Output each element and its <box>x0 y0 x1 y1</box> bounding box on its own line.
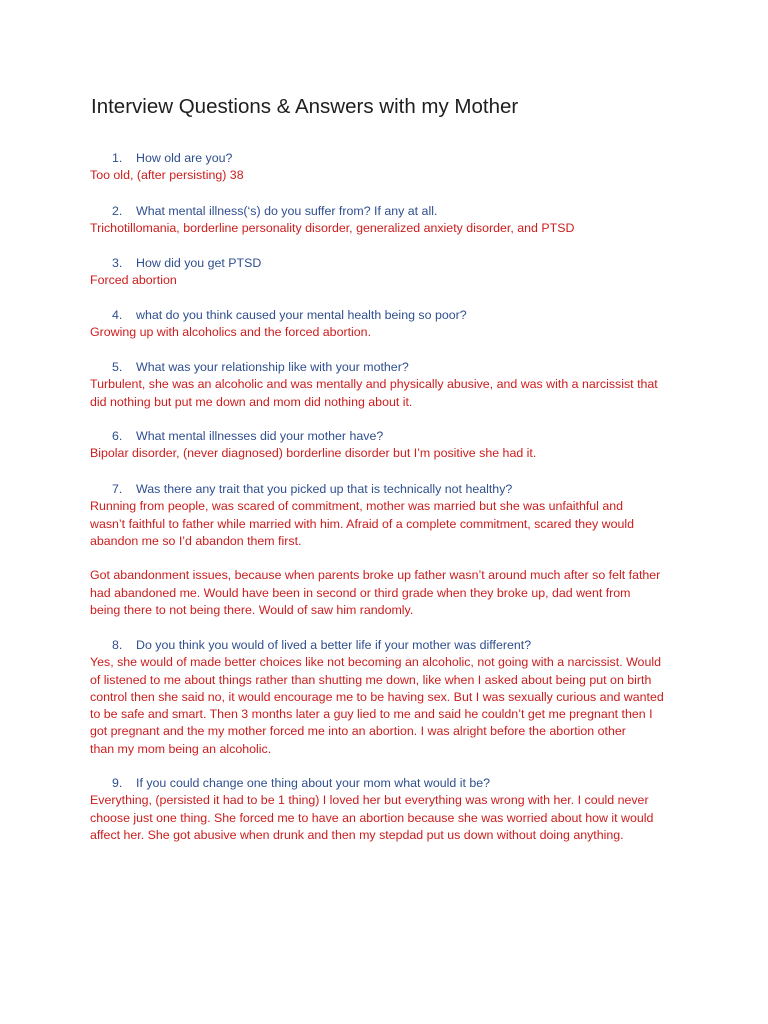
qa-item <box>90 150 690 185</box>
answer-line: choose just one thing. She forced me to have an abortion because she was worried about how it would <box>90 810 654 825</box>
answer-line: Turbulent, she was an alcoholic and was mentally and physically abusive, and was with a narcissist that <box>90 377 658 392</box>
question-text: Do you think you would of lived a better life if your mother was different? <box>136 638 532 652</box>
answer-line: had abandoned me. Would have been in second or third grade when they broke up, dad went from <box>90 585 631 600</box>
answer-line: being there to not being there. Would of saw him randomly. <box>90 603 414 618</box>
question <box>90 428 690 445</box>
answer <box>90 220 690 237</box>
question-number: 8. <box>112 638 123 652</box>
answer-line: control then she said no, it would encourage me to be having sex. But I was sexually curious and wanted <box>90 689 664 704</box>
answer-line: to be safe and smart. Then 3 months later a guy lied to me and said he couldn’t get me pregnant then I <box>90 707 653 722</box>
question-text: If you could change one thing about your mom what would it be? <box>136 776 491 790</box>
answer-line: Got abandonment issues, because when parents broke up father wasn’t around much after so felt father <box>90 568 661 583</box>
qa-item <box>90 307 690 342</box>
answer-line: Everything, (persisted it had to be 1 thing) I loved her but everything was wrong with her. I could never <box>90 793 649 808</box>
answer <box>90 498 690 619</box>
qa-item <box>90 255 690 290</box>
answer <box>90 272 690 289</box>
question <box>90 637 690 654</box>
answer <box>90 376 690 411</box>
answer-line: Trichotillomania, borderline personality disorder, generalized anxiety disorder, and PTSD <box>90 221 575 236</box>
question-text: How did you get PTSD <box>136 256 262 270</box>
document-title: Interview Questions & Answers with my Mother <box>91 95 519 118</box>
qa-item <box>90 637 690 758</box>
answer-line: Growing up with alcoholics and the forced abortion. <box>90 325 372 340</box>
question-text: What mental illness(‘s) do you suffer from? If any at all. <box>136 204 438 218</box>
question-number: 4. <box>112 308 123 322</box>
question-text: How old are you? <box>136 151 233 165</box>
answer-line: than my mom being an alcoholic. <box>90 741 272 756</box>
question-number: 6. <box>112 429 123 443</box>
paragraph-gap <box>90 550 690 567</box>
answer-line: of listened to me about things rather than shutting me down, like when I asked about being put on birth <box>90 672 652 687</box>
answer-line: Yes, she would of made better choices like not becoming an alcoholic, not going with a narcissist. Would <box>90 655 661 670</box>
question-text: what do you think caused your mental health being so poor? <box>136 308 467 322</box>
question-text: What was your relationship like with your mother? <box>136 360 409 374</box>
question-text: What mental illnesses did your mother have? <box>136 429 384 443</box>
qa-item <box>90 203 690 238</box>
answer <box>90 792 690 844</box>
question-text: Was there any trait that you picked up that is technically not healthy? <box>136 482 513 496</box>
question <box>90 775 690 792</box>
answer-line: abandon me so I’d abandon them first. <box>90 533 302 548</box>
answer <box>90 654 690 758</box>
question <box>90 255 690 272</box>
answer-line: affect her. She got abusive when drunk and then my stepdad put us down without doing anything. <box>90 827 624 842</box>
question <box>90 481 690 498</box>
answer-line: wasn’t faithful to father while married with him. Afraid of a complete commitment, scared they would <box>90 516 635 531</box>
answer <box>90 324 690 341</box>
question-number: 1. <box>112 151 123 165</box>
answer-line: Forced abortion <box>90 273 177 288</box>
qa-item <box>90 428 690 463</box>
answer <box>90 445 690 462</box>
question <box>90 203 690 220</box>
question-number: 5. <box>112 360 123 374</box>
answer-line: Running from people, was scared of commitment, mother was married but she was unfaithful and <box>90 499 624 514</box>
qa-item <box>90 481 690 619</box>
answer <box>90 167 690 184</box>
question-number: 3. <box>112 256 123 270</box>
qa-item <box>90 775 690 844</box>
question <box>90 359 690 376</box>
qa-item <box>90 359 690 411</box>
question <box>90 307 690 324</box>
answer-line: Bipolar disorder, (never diagnosed) borderline disorder but I’m positive she had it. <box>90 446 537 461</box>
answer-line: got pregnant and the my mother forced me into an abortion. I was alright before the abortion other <box>90 724 626 739</box>
question-number: 2. <box>112 204 123 218</box>
question <box>90 150 690 167</box>
answer-line: did nothing but put me down and mom did nothing about it. <box>90 394 413 409</box>
question-number: 7. <box>112 482 123 496</box>
answer-line: Too old, (after persisting) 38 <box>90 168 244 183</box>
question-number: 9. <box>112 776 123 790</box>
